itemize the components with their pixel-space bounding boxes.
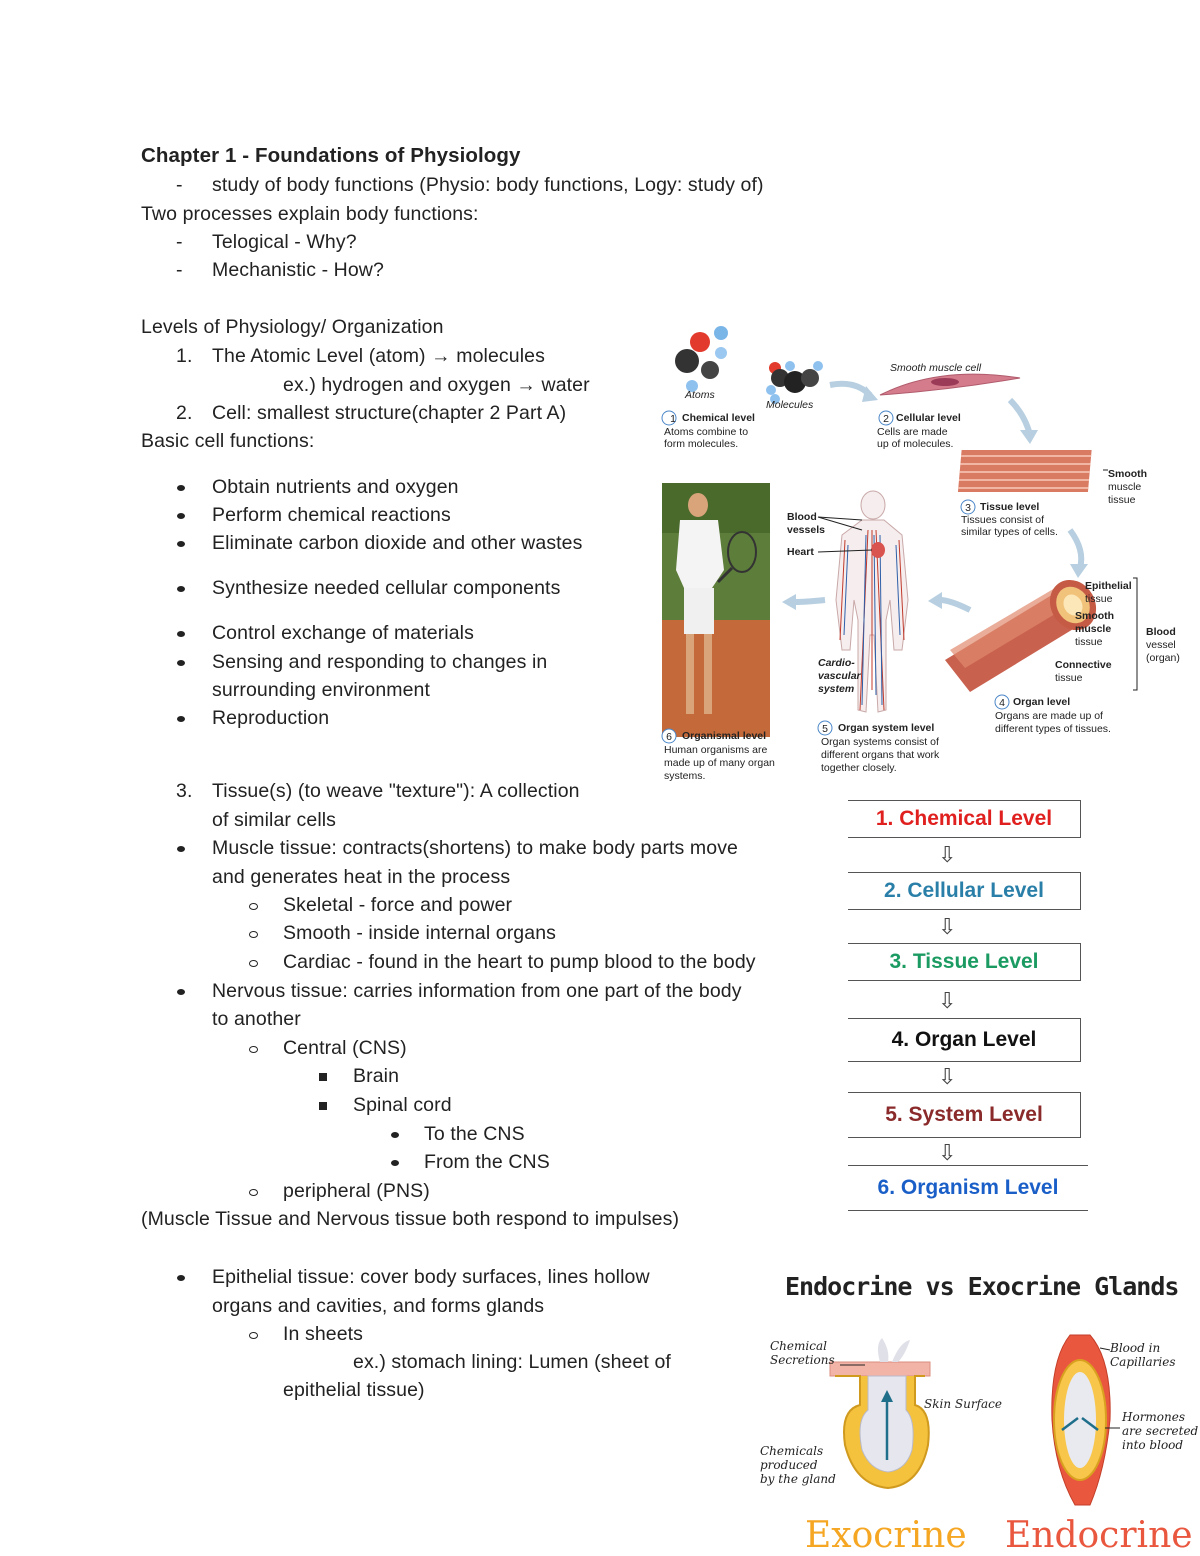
molecule-sphere bbox=[785, 361, 795, 371]
down-arrow-icon: ⇩ bbox=[938, 988, 957, 1013]
level-box-cellular: 2. Cellular Level bbox=[848, 872, 1081, 910]
molecule-sphere bbox=[801, 369, 819, 387]
in-sheets-item: In sheets bbox=[283, 1323, 364, 1345]
organ-level-desc: Organs are made up of bbox=[995, 710, 1103, 722]
epithelial-label: Epithelial bbox=[1085, 580, 1132, 592]
smooth-tissue-label: muscle bbox=[1108, 481, 1142, 493]
atoms-label: Atoms bbox=[685, 389, 715, 401]
hormones-label: into blood bbox=[1122, 1438, 1184, 1452]
two-processes-text: Two processes explain body functions: bbox=[141, 203, 479, 225]
smooth-muscle-label: tissue bbox=[1075, 636, 1103, 648]
to-cns-item: To the CNS bbox=[424, 1123, 525, 1145]
chemicals-produced-label: by the gland bbox=[760, 1472, 836, 1486]
epithelial-text: Epithelial tissue: cover body surfaces, lines hollow bbox=[212, 1266, 650, 1288]
organ-level-title: Organ level bbox=[1013, 696, 1071, 708]
tissue-level-number: 3 bbox=[965, 502, 971, 514]
cell-nucleus bbox=[931, 378, 959, 386]
atom-sphere bbox=[714, 326, 728, 340]
spinal-cord-item: Spinal cord bbox=[353, 1094, 452, 1116]
levels-heading: Levels of Physiology/ Organization bbox=[141, 316, 444, 338]
exocrine-gland bbox=[830, 1338, 930, 1488]
organ-level-desc: different types of tissues. bbox=[995, 723, 1111, 735]
level-3-text-cont: of similar cells bbox=[212, 809, 337, 831]
level-1-text: The Atomic Level (atom) → molecules bbox=[212, 345, 545, 367]
system-level-number: 5 bbox=[822, 723, 828, 735]
brain-item: Brain bbox=[353, 1065, 400, 1087]
blood-vessel-label: (organ) bbox=[1146, 652, 1180, 664]
bullet bbox=[177, 586, 185, 592]
level-box-system: 5. System Level bbox=[848, 1092, 1081, 1138]
flow-arrow bbox=[830, 384, 870, 395]
bracket bbox=[1133, 578, 1137, 690]
blood-in-capillaries-label: Blood in bbox=[1110, 1341, 1161, 1355]
chem-level-desc: form molecules. bbox=[664, 438, 739, 450]
blood-vessels-label: Blood bbox=[787, 511, 817, 523]
peripheral-pns: peripheral (PNS) bbox=[283, 1180, 430, 1202]
both-respond-note: (Muscle Tissue and Nervous tissue both respond to impulses) bbox=[141, 1208, 680, 1230]
level-box-chemical: 1. Chemical Level bbox=[848, 800, 1081, 838]
bullet bbox=[177, 660, 185, 666]
bullet bbox=[177, 541, 185, 547]
organism-level-number: 6 bbox=[666, 731, 672, 743]
cell-function-item: Eliminate carbon dioxide and other wastes bbox=[212, 532, 583, 554]
hormones-label: Hormones bbox=[1122, 1410, 1186, 1424]
organism-level-title: Organismal level bbox=[682, 730, 767, 742]
list-number: 3. bbox=[176, 780, 193, 802]
tissue-level-desc: Tissues consist of bbox=[961, 514, 1045, 526]
organ-level-number: 4 bbox=[999, 697, 1005, 709]
cardiovascular-label: Cardio- bbox=[818, 657, 855, 669]
chemical-secretions-label: Secretions bbox=[770, 1353, 835, 1367]
nervous-tissue-text-cont: to another bbox=[212, 1008, 301, 1030]
flow-arrow-head bbox=[1020, 430, 1038, 444]
cell-level-number: 2 bbox=[883, 413, 889, 425]
skin-surface-label: Skin Surface bbox=[924, 1397, 1002, 1411]
cardiovascular-label: vascular bbox=[818, 670, 861, 682]
chem-level-number: 1 bbox=[670, 413, 676, 425]
down-arrow-icon: ⇩ bbox=[938, 842, 957, 867]
glands-title: Endocrine vs Exocrine Glands bbox=[785, 1272, 1179, 1301]
cell-function-item: Sensing and responding to changes in bbox=[212, 651, 548, 673]
smooth-muscle-cell-label: Smooth muscle cell bbox=[890, 362, 982, 374]
hollow-bullet bbox=[249, 1332, 258, 1339]
endocrine-gland bbox=[1052, 1335, 1110, 1505]
square-bullet bbox=[319, 1102, 327, 1110]
central-cns: Central (CNS) bbox=[283, 1037, 407, 1059]
nervous-tissue-text: Nervous tissue: carries information from one part of the body bbox=[212, 980, 742, 1002]
molecules-label: Molecules bbox=[766, 399, 814, 411]
basic-cell-heading: Basic cell functions: bbox=[141, 430, 315, 452]
heart bbox=[871, 542, 885, 558]
process-item: - Mechanistic - How? bbox=[212, 256, 384, 284]
cell-function-item: Synthesize needed cellular components bbox=[212, 577, 561, 599]
blood-in-capillaries-label: Capillaries bbox=[1110, 1355, 1176, 1369]
molecule-sphere bbox=[766, 385, 776, 395]
chem-level-desc: Atoms combine to bbox=[664, 426, 749, 438]
blood-vessel-label: vessel bbox=[1146, 639, 1176, 651]
page-title: Chapter 1 - Foundations of Physiology bbox=[141, 144, 521, 167]
cell-level-desc: Cells are made bbox=[877, 426, 948, 438]
bullet bbox=[177, 846, 185, 852]
down-arrow-icon: ⇩ bbox=[938, 914, 957, 939]
hollow-bullet bbox=[249, 931, 258, 938]
tissue-level-title: Tissue level bbox=[980, 501, 1040, 513]
flow-arrow bbox=[1070, 530, 1081, 568]
tennis-player-photo bbox=[662, 483, 770, 737]
process-item: - Telogical - Why? bbox=[212, 228, 357, 256]
chemical-secretions-label: Chemical bbox=[770, 1339, 827, 1353]
muscle-tissue-text-cont: and generates heat in the process bbox=[212, 866, 511, 888]
system-level-desc: together closely. bbox=[821, 762, 897, 774]
organism-level-desc: made up of many organ bbox=[664, 757, 775, 769]
cell-function-item-cont: surrounding environment bbox=[212, 679, 431, 701]
cell-function-item: Control exchange of materials bbox=[212, 622, 474, 644]
bullet bbox=[177, 989, 185, 995]
system-level-desc: different organs that work bbox=[821, 749, 940, 761]
cell-function-item: Reproduction bbox=[212, 707, 330, 729]
bullet bbox=[177, 513, 185, 519]
hollow-bullet bbox=[249, 1046, 258, 1053]
connective-label: tissue bbox=[1055, 672, 1083, 684]
bullet bbox=[177, 716, 185, 722]
epithelial-label: tissue bbox=[1085, 593, 1113, 605]
stomach-example: ex.) stomach lining: Lumen (sheet of bbox=[353, 1351, 671, 1373]
hollow-bullet bbox=[249, 903, 258, 910]
cell-level-desc: up of molecules. bbox=[877, 438, 954, 450]
smooth-tissue-label: tissue bbox=[1108, 494, 1136, 506]
bullet bbox=[391, 1160, 399, 1166]
atom-sphere bbox=[690, 332, 710, 352]
muscle-tissue-text: Muscle tissue: contracts(shortens) to make body parts move bbox=[212, 837, 739, 859]
stomach-example-cont: epithelial tissue) bbox=[283, 1379, 425, 1401]
blood-vessels-label: vessels bbox=[787, 524, 825, 536]
system-level-desc: Organ systems consist of bbox=[821, 736, 939, 748]
level-box-organ: 4. Organ Level bbox=[848, 1018, 1081, 1062]
level-2-text: Cell: smallest structure(chapter 2 Part A) bbox=[212, 402, 567, 424]
square-bullet bbox=[319, 1073, 327, 1081]
organism-level-desc: Human organisms are bbox=[664, 744, 768, 756]
muscle-type-item: Skeletal - force and power bbox=[283, 894, 513, 916]
cell-function-item: Perform chemical reactions bbox=[212, 504, 451, 526]
endocrine-label: Endocrine bbox=[1005, 1515, 1193, 1556]
down-arrow-icon: ⇩ bbox=[938, 1064, 957, 1089]
flow-arrow-head bbox=[782, 594, 796, 610]
level-box-tissue: 3. Tissue Level bbox=[848, 943, 1081, 981]
hormones-label: are secreted bbox=[1122, 1424, 1199, 1438]
level-1-example: ex.) hydrogen and oxygen → water bbox=[283, 374, 590, 396]
muscle-type-item: Smooth - inside internal organs bbox=[283, 922, 556, 944]
hollow-bullet bbox=[249, 960, 258, 967]
level-box-organism: 6. Organism Level bbox=[848, 1165, 1088, 1211]
smooth-muscle-label: Smooth bbox=[1075, 610, 1115, 622]
flow-arrow bbox=[940, 600, 970, 610]
bullet bbox=[391, 1132, 399, 1138]
list-number: 2. bbox=[176, 402, 193, 424]
bullet bbox=[177, 1275, 185, 1281]
level-3-text: Tissue(s) (to weave "texture"): A collection bbox=[212, 780, 580, 802]
atom-sphere bbox=[715, 347, 727, 359]
list-number: 1. bbox=[176, 345, 193, 367]
flow-arrow bbox=[795, 600, 825, 602]
bullet bbox=[177, 631, 185, 637]
blood-vessel-label: Blood bbox=[1146, 626, 1176, 638]
smooth-muscle-tissue bbox=[958, 450, 1092, 492]
molecule-sphere bbox=[813, 361, 823, 371]
flow-arrow bbox=[1010, 400, 1030, 435]
leader-line bbox=[1100, 1348, 1110, 1350]
chemicals-produced-label: Chemicals bbox=[760, 1444, 824, 1458]
cell-function-item: Obtain nutrients and oxygen bbox=[212, 476, 459, 498]
atom-sphere bbox=[675, 349, 699, 373]
hollow-bullet bbox=[249, 1189, 258, 1196]
flow-arrow-head bbox=[1070, 564, 1088, 578]
from-cns-item: From the CNS bbox=[424, 1151, 550, 1173]
epithelial-text-cont: organs and cavities, and forms glands bbox=[212, 1295, 545, 1317]
cardiovascular-label: system bbox=[818, 683, 855, 695]
organism-level-desc: systems. bbox=[664, 770, 706, 782]
organization-figure bbox=[640, 320, 1200, 790]
bullet bbox=[177, 485, 185, 491]
chemicals-produced-label: produced bbox=[760, 1458, 818, 1472]
heart-label: Heart bbox=[787, 546, 814, 558]
system-level-title: Organ system level bbox=[838, 722, 935, 734]
tissue-level-desc: similar types of cells. bbox=[961, 526, 1058, 538]
intro-dash-item: - study of body functions (Physio: body functions, Logy: study of) bbox=[212, 171, 764, 199]
atom-sphere bbox=[701, 361, 719, 379]
smooth-tissue-label: Smooth bbox=[1108, 468, 1148, 480]
cell-level-title: Cellular level bbox=[896, 412, 961, 424]
smooth-muscle-label: muscle bbox=[1075, 623, 1112, 635]
chem-level-title: Chemical level bbox=[682, 412, 755, 424]
muscle-type-item: Cardiac - found in the heart to pump blood to the body bbox=[283, 951, 756, 973]
connective-label: Connective bbox=[1055, 659, 1112, 671]
exocrine-label: Exocrine bbox=[805, 1515, 967, 1556]
flow-arrow-head bbox=[928, 592, 942, 609]
down-arrow-icon: ⇩ bbox=[938, 1140, 957, 1165]
